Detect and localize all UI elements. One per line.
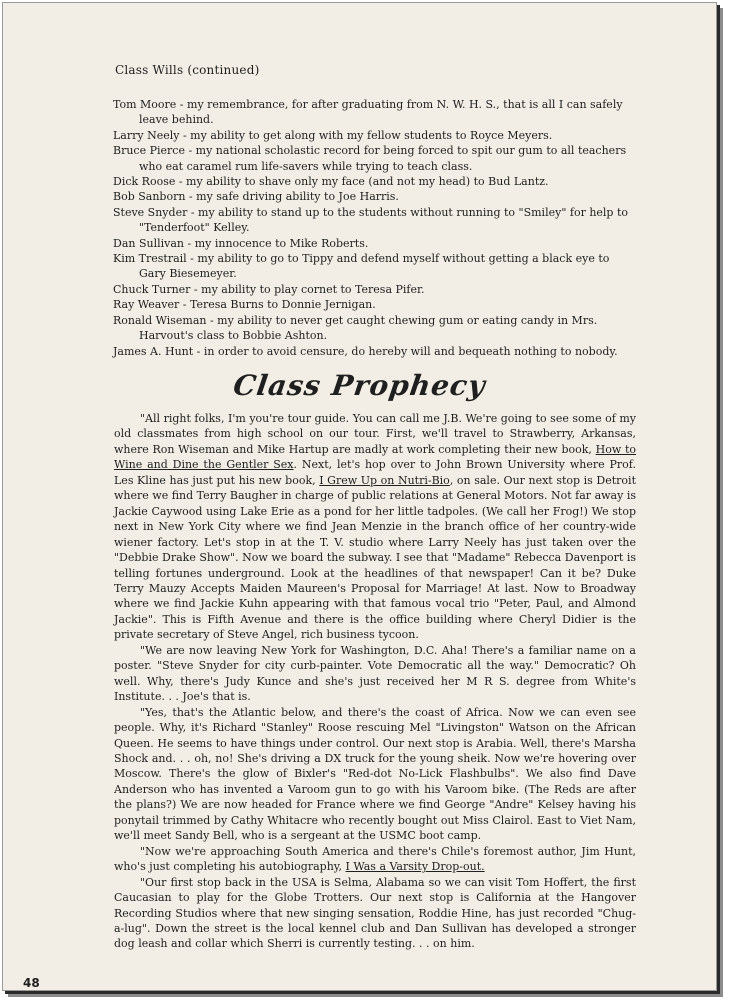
section-heading: Class Prophecy	[231, 369, 488, 402]
prophecy-paragraph	[114, 844, 636, 875]
running-head: Class Wills (continued)	[115, 63, 260, 77]
prophecy-paragraph	[114, 411, 636, 643]
paragraph-text: . Next, let's hop over to John Brown University where Prof. Les Kline has just put his new book,	[114, 458, 636, 487]
paragraph-text: "All right folks, I'm you're tour guide. You can call me J.B. We're going to see some of my old classmates from high school on our tour. First, we'll travel to Strawberry, Arkansas, where Ron Wiseman and Mike Hartup are madly at work completing their new book,	[114, 412, 636, 456]
prophecy-paragraph: "Our first stop back in the USA is Selma, Alabama so we can visit Tom Hoffert, the first Caucasian to play for the Globe Trotters. Our next stop is California at the Hangover Recording Studios where that new singing sensation, Roddie Hine, has just recorded "Chug-a-lug". Down the street is the local kennel club and Dan Sullivan has developed a stronger dog leash and collar which Sherri is currently testing. . . on him.	[114, 875, 636, 951]
book-title: How to Wine and Dine the Gentler Sex	[114, 442, 636, 472]
yearbook-page	[3, 3, 716, 990]
book-title: I Grew Up on Nutri-Bio	[319, 473, 450, 487]
will-entry: Bob Sanborn - my safe driving ability to Joe Harris.	[113, 190, 399, 204]
paragraph-text: "Now we're approaching South America and there's Chile's foremost author, Jim Hunt, who's just completing his autobiography,	[114, 844, 636, 874]
class-prophecy-text	[114, 411, 636, 952]
will-entry: Kim Trestrail - my ability to go to Tippy and defend myself without getting a black eye to Gary Biesemeyer.	[113, 252, 610, 281]
paragraph-text: , on sale. Our next stop is Detroit where we find Terry Baugher in charge of public relations at General Motors. Not far away is Jackie Caywood using Lake Erie as a pond for her little tadpoles. (We call her Frog!) We stop next in New York City where we find Jean Menzie in the branch office of her country-wide wiener factory. Let's stop in at the T. V. studio where Larry Neely has just taken over the "Debbie Drake Show". Now we board the subway. I see that "Madame" Rebecca Davenport is telling fortunes underground. Look at the headlines of that newspaper! Can it be? Duke Terry Mauzy Accepts Maiden Maureen's Proposal for Marriage! At last. Now to Broadway where we find Jackie Kuhn appearing with that famous vocal trio "Peter, Paul, and Almond Jackie". This is Fifth Avenue and there is the office building where Cheryl Didier is the private secretary of Steve Angel, rich business tycoon.	[114, 473, 636, 642]
will-entry: Ronald Wiseman - my ability to never get caught chewing gum or eating candy in Mrs. Harvout's class to Bobbie Ashton.	[113, 313, 598, 343]
will-entry: Ray Weaver - Teresa Burns to Donnie Jernigan.	[113, 298, 376, 312]
will-entry: Steve Snyder - my ability to stand up to the students without running to "Smiley" for help to "Tenderfoot" Kelley.	[113, 205, 629, 235]
page-frame	[2, 2, 717, 991]
prophecy-paragraph: "Yes, that's the Atlantic below, and there's the coast of Africa. Now we can even see people. Why, it's Richard "Stanley" Roose rescuing Mel "Livingston" Watson on the African Queen. He seems to have things under control. Our next stop is Arabia. Well, there's Marsha Shock and. . . oh, no! She's driving a DX truck for the young sheik. Now we're hovering over Moscow. There's the glow of Bixler's "Red-dot No-Lick Flashbulbs". We also find Dave Anderson who has invented a Varoom gun to go with his Varoom bike. (The Reds are after the plans?) We are now headed for France where we find George "Andre" Kelsey having his ponytail trimmed by Cathy Whitacre who recently bought out Miss Clairol. East to Viet Nam, we'll meet Sandy Bell, who is a sergeant at the USMC boot camp.	[114, 705, 636, 843]
will-entry: James A. Hunt - in order to avoid censure, do hereby will and bequeath nothing to nobody.	[113, 344, 618, 358]
will-entry: Larry Neely - my ability to get along with my fellow students to Royce Meyers.	[113, 128, 553, 142]
will-entry: Dick Roose - my ability to shave only my face (and not my head) to Bud Lantz.	[113, 175, 549, 189]
class-wills-list	[113, 97, 633, 359]
will-entry: Chuck Turner - my ability to play cornet to Teresa Pifer.	[113, 282, 425, 296]
book-title: I Was a Varsity Drop-out.	[345, 860, 485, 874]
page-number: 48	[23, 976, 40, 990]
will-entry: Dan Sullivan - my innocence to Mike Roberts.	[113, 236, 369, 250]
will-entry: Bruce Pierce - my national scholastic record for being forced to spit our gum to all teachers who eat caramel rum life-savers while trying to teach class.	[113, 144, 627, 173]
will-entry: Tom Moore - my remembrance, for after graduating from N. W. H. S., that is all I can safely leave behind.	[113, 98, 623, 127]
prophecy-paragraph: "We are now leaving New York for Washington, D.C. Aha! There's a familiar name on a poster. "Steve Snyder for city curb-painter. Vote Democratic all the way." Democratic? Oh well. Why, there's Judy Kunce and she's just received her M R S. degree from White's Institute. . . Joe's that is.	[114, 643, 636, 704]
